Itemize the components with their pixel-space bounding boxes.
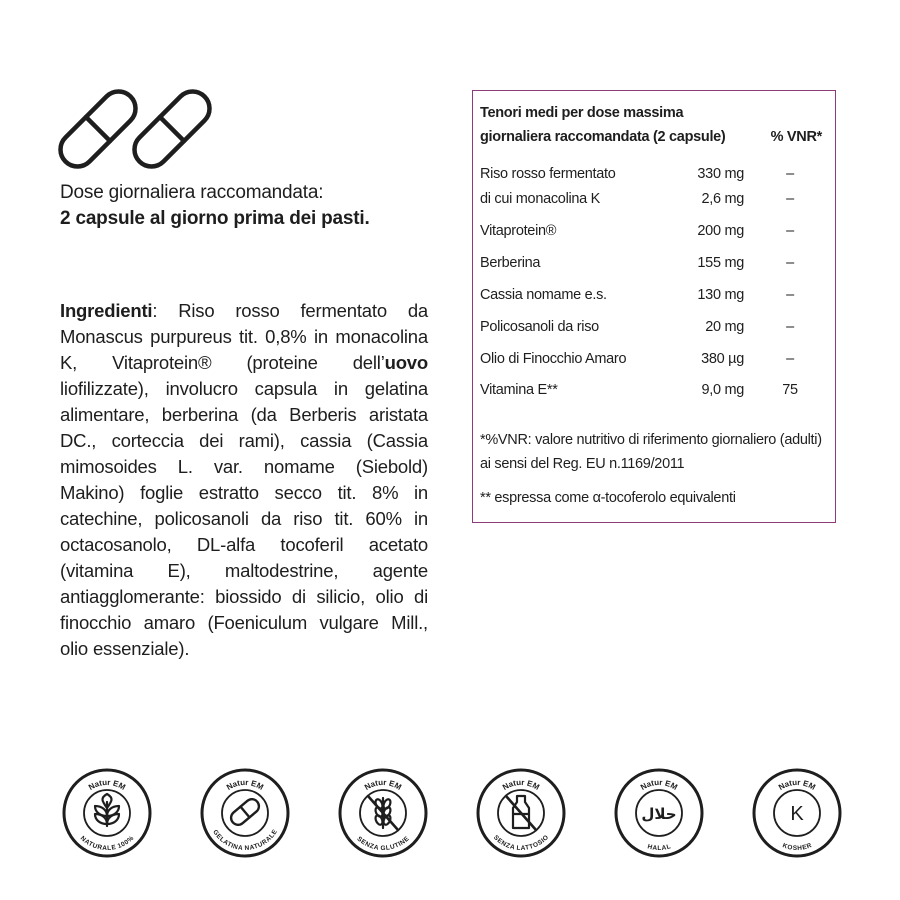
vitamin-e-footnote: ** espressa come α-tocoferolo equivalenti — [480, 490, 736, 506]
badge-brand: Natur EM — [500, 777, 541, 792]
nutrition-table — [472, 90, 836, 523]
table-row — [480, 252, 824, 274]
row-name: di cui monacolina K — [480, 191, 601, 207]
row-qty: 155 mg — [697, 255, 744, 271]
row-vnr: – — [786, 255, 794, 271]
row-qty: 330 mg — [697, 166, 744, 182]
row-qty: 20 mg — [705, 319, 744, 335]
badge-brand: Natur EM — [776, 777, 817, 792]
badge-brand: Natur EM — [638, 777, 679, 792]
badge-halal — [614, 768, 704, 858]
table-row — [480, 316, 824, 338]
vnr-footnote-line1: *%VNR: valore nutritivo di riferimento giornaliero (adulti) — [480, 432, 822, 448]
badge-gelatina-naturale — [200, 768, 290, 858]
badge-label: GELATINA NATURALE — [211, 828, 279, 853]
dose-section — [60, 180, 440, 232]
badge-label: SENZA LATTOSIO — [491, 834, 551, 853]
row-name: Vitamina E** — [480, 382, 558, 398]
vnr-header: % VNR* — [770, 129, 822, 145]
table-row — [480, 163, 824, 185]
nutrition-header-line2: giornaliera raccomandata (2 capsule) — [480, 129, 726, 145]
row-vnr: 75 — [782, 382, 798, 398]
row-qty: 2,6 mg — [701, 191, 744, 207]
row-qty: 130 mg — [697, 287, 744, 303]
ingredients-text — [60, 298, 428, 662]
badge-brand: Natur EM — [86, 777, 127, 792]
ingredients-label: Ingredienti — [60, 300, 153, 321]
ingredients-text-a: : Riso rosso fermentato da Monascus purpureus tit. 0,8% in monacolina K, Vitaprotein® (proteine dell’ — [60, 300, 428, 373]
badge-senza-lattosio — [476, 768, 566, 858]
kosher-icon: K — [790, 803, 804, 825]
badge-kosher — [752, 768, 842, 858]
row-vnr: – — [786, 223, 794, 239]
milk-bottle-crossed-icon — [506, 796, 536, 830]
table-row — [480, 348, 824, 370]
row-qty: 380 µg — [701, 351, 744, 367]
row-name: Vitaprotein® — [480, 223, 557, 239]
plant-icon — [95, 794, 119, 826]
table-row — [480, 284, 824, 306]
badge-label: HALAL — [646, 843, 672, 853]
row-vnr: – — [786, 191, 794, 207]
capsule-icon — [228, 796, 262, 827]
row-name: Olio di Finocchio Amaro — [480, 351, 627, 367]
dose-instructions: 2 capsule al giorno prima dei pasti. — [60, 208, 370, 229]
row-vnr: – — [786, 287, 794, 303]
badge-senza-glutine — [338, 768, 428, 858]
vnr-footnote — [480, 428, 832, 476]
nutrition-header — [480, 101, 770, 149]
nutrition-header-line1: Tenori medi per dose massima — [480, 105, 684, 121]
capsules-icon — [58, 88, 218, 170]
row-vnr: – — [786, 166, 794, 182]
table-row — [480, 379, 824, 401]
dose-label: Dose giornaliera raccomandata: — [60, 182, 324, 203]
halal-icon: حلال — [641, 805, 677, 823]
row-name: Cassia nomame e.s. — [480, 287, 607, 303]
certification-badges — [62, 768, 842, 858]
row-vnr: – — [786, 319, 794, 335]
wheat-crossed-icon — [368, 796, 398, 830]
row-qty: 9,0 mg — [701, 382, 744, 398]
allergen-word: uovo — [384, 352, 428, 373]
row-vnr: – — [786, 351, 794, 367]
vnr-footnote-line2: ai sensi del Reg. EU n.1169/2011 — [480, 456, 685, 472]
badge-brand: Natur EM — [362, 777, 403, 792]
ingredients-text-b: liofilizzate), involucro capsula in gelatina alimentare, berberina (da Berberis aristata DC., corteccia dei rami), cassia (Cassia mimosoides L. var. nomame (Siebold) Makino) foglie estratto secco tit. 8% in catechine, policosanoli da riso tit. 60% in octacosanolo, DL-alfa tocoferil acetato (vitamina E), maltodestrine, agente antiagglomerante: biossido di silicio, olio di finocchio amaro (Foeniculum vulgare Mill., olio essenziale). — [60, 378, 428, 659]
badge-label: SENZA GLUTINE — [355, 835, 411, 853]
badge-label: KOSHER — [781, 842, 813, 853]
table-row — [480, 220, 824, 242]
badge-label: NATURALE 100% — [78, 834, 136, 853]
badge-brand: Natur EM — [224, 777, 265, 792]
row-name: Berberina — [480, 255, 541, 271]
row-name: Policosanoli da riso — [480, 319, 599, 335]
row-name: Riso rosso fermentato — [480, 166, 616, 182]
table-row — [480, 188, 824, 210]
row-qty: 200 mg — [697, 223, 744, 239]
badge-naturale — [62, 768, 152, 858]
